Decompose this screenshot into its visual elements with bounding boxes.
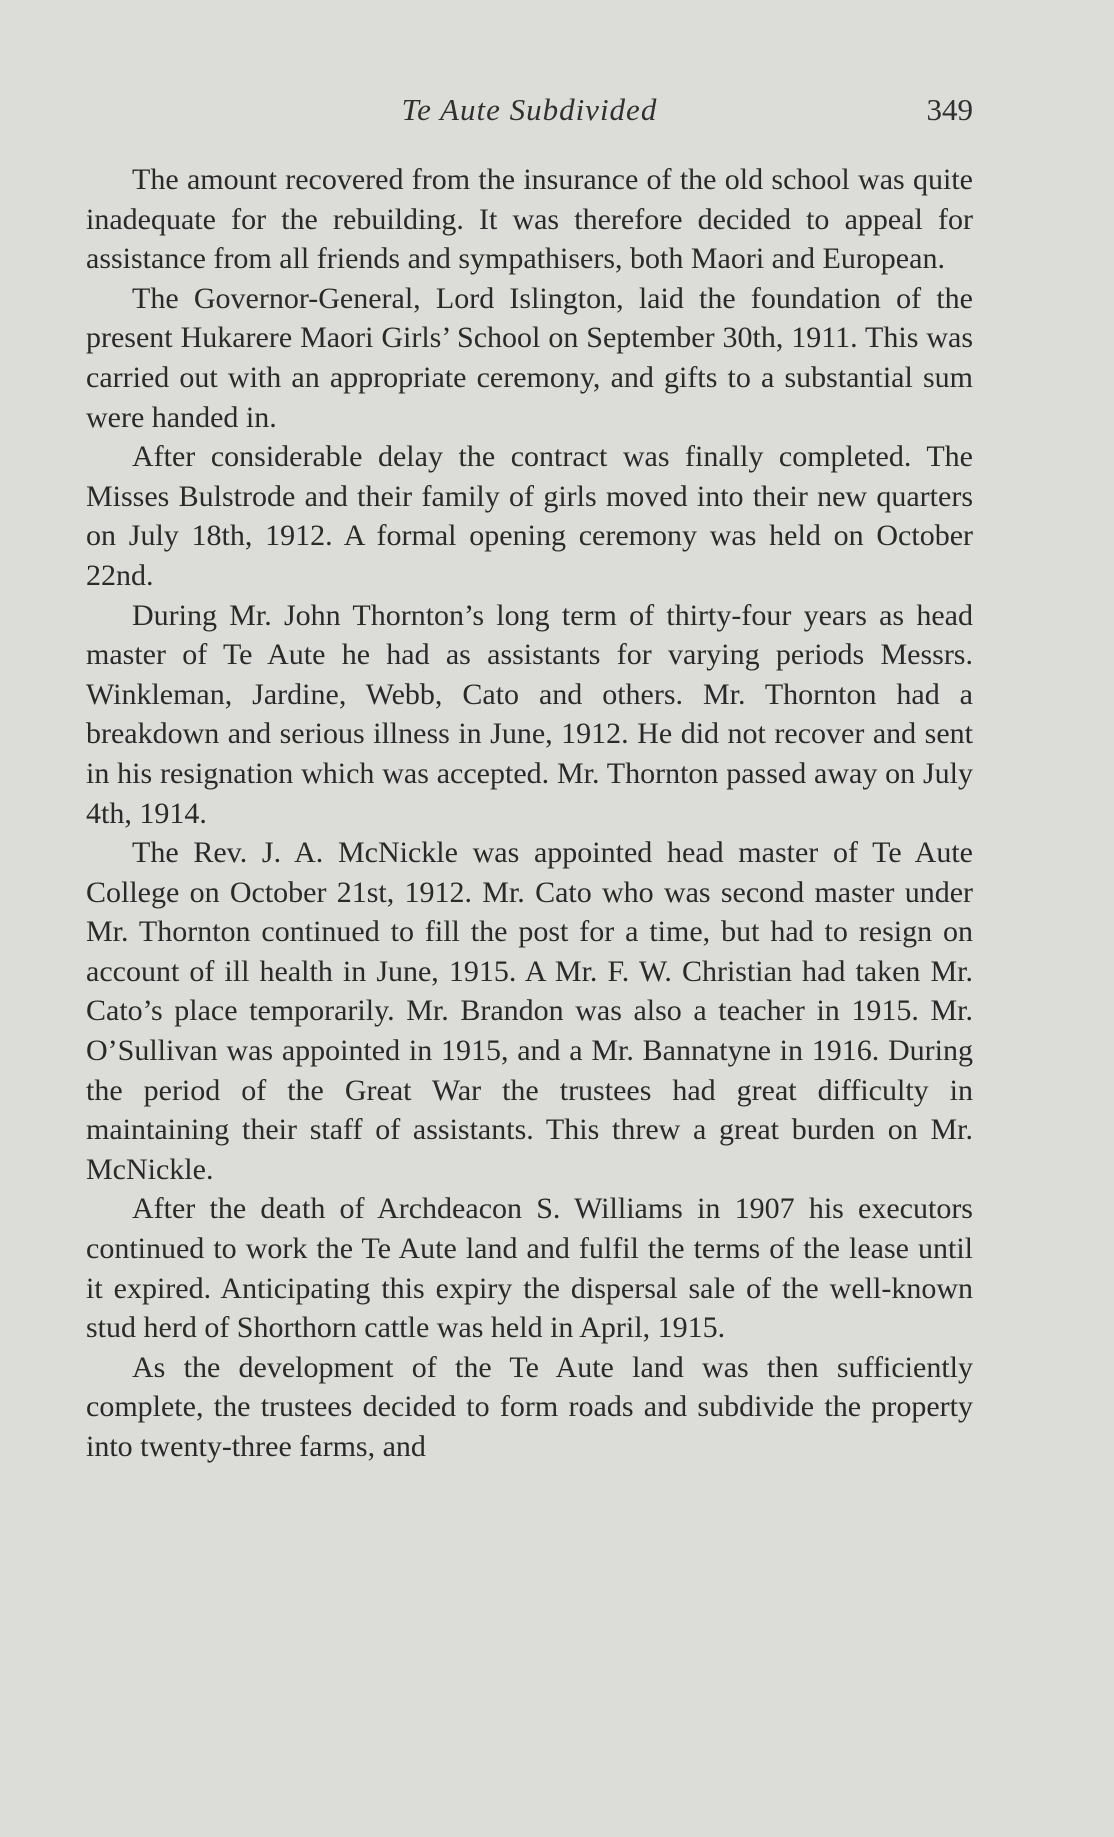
page-header xyxy=(86,92,973,136)
running-title: Te Aute Subdivided xyxy=(401,92,658,127)
paragraph: After the death of Archdeacon S. Williams in 1907 his executors continued to work the Te Aute land and fulfil the terms of the lease until it expired. Anticipating this expiry the dispersal sale of the well-known stud herd of Shorthorn cattle was held in April, 1915. xyxy=(86,1192,973,1345)
paragraph: As the development of the Te Aute land was then sufficiently complete, the trustees decided to form roads and subdivide the property into twenty-three farms, and xyxy=(86,1350,973,1463)
page-number: 349 xyxy=(926,92,973,127)
paragraph: The Rev. J. A. McNickle was appointed head master of Te Aute College on October 21st, 1912. Mr. Cato who was second master under Mr. Thornton continued to fill the post for a time, but had to resign on account of ill health in June, 1915. A Mr. F. W. Christian had taken Mr. Cato’s place temporarily. Mr. Brandon was also a teacher in 1915. Mr. O’Sullivan was appointed in 1915, and a Mr. Bannatyne in 1916. During the period of the Great War the trustees had great difficulty in maintaining their staff of assistants. This threw a great burden on Mr. McNickle. xyxy=(86,836,973,1186)
paragraph: The Governor-General, Lord Islington, laid the foundation of the present Hukarere Maori Girls’ School on September 30th, 1911. This was carried out with an appropriate ceremony, and gifts to a substantial sum were handed in. xyxy=(86,281,973,434)
paragraph: During Mr. John Thornton’s long term of thirty-four years as head master of Te Aute he had as assistants for varying periods Messrs. Winkleman, Jardine, Webb, Cato and others. Mr. Thornton had a breakdown and serious illness in June, 1912. He did not recover and sent in his resignation which was accepted. Mr. Thornton passed away on July 4th, 1914. xyxy=(86,598,973,830)
paragraph: After considerable delay the contract was finally completed. The Misses Bulstrode and their family of girls moved into their new quarters on July 18th, 1912. A formal opening ceremony was held on October 22nd. xyxy=(86,440,973,592)
paragraph: The amount recovered from the insurance of the old school was quite inadequate for the rebuilding. It was therefore decided to appeal for assistance from all friends and sympathisers, both Maori and European. xyxy=(86,163,973,276)
body-text xyxy=(86,160,973,1467)
